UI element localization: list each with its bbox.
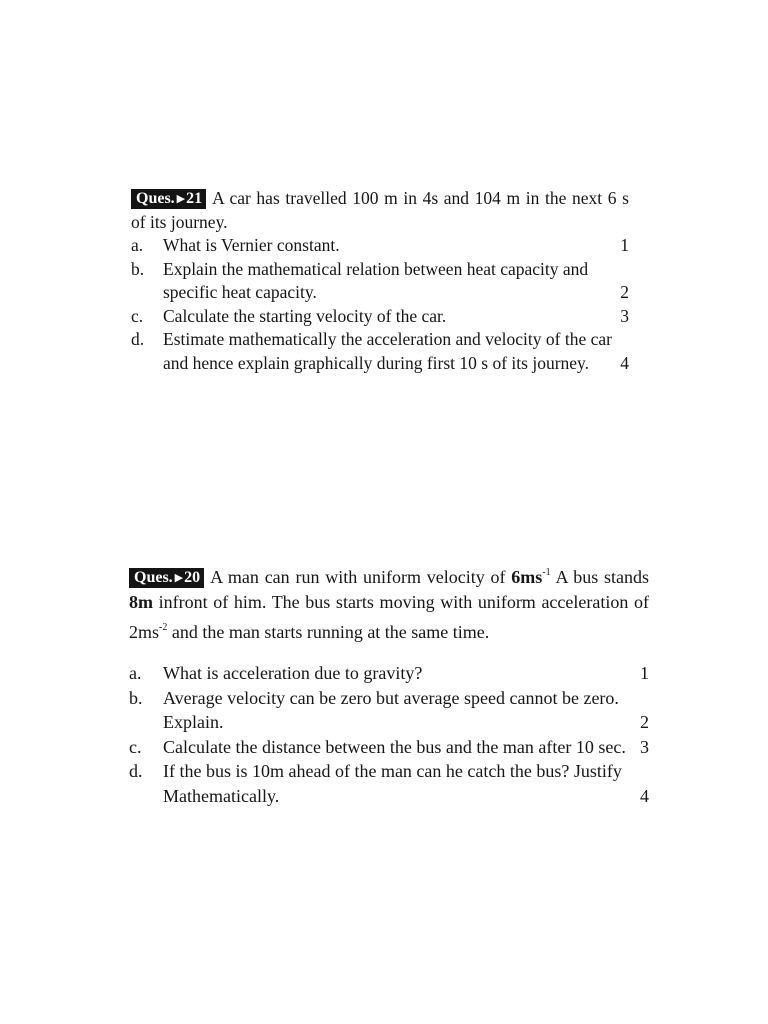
question-21-part-a bbox=[131, 234, 629, 258]
stem-text: A bus stands bbox=[555, 567, 650, 587]
part-marks: 2 bbox=[640, 712, 649, 732]
question-20-part-a bbox=[129, 661, 649, 686]
question-20-part-d bbox=[129, 759, 649, 808]
question-20-stem-paragraph bbox=[129, 560, 649, 645]
part-marks: 4 bbox=[640, 785, 649, 806]
question-20-label: Ques. ▶20 bbox=[129, 568, 204, 588]
play-arrow-icon: ▶ bbox=[174, 572, 184, 584]
question-21 bbox=[131, 186, 629, 375]
part-letter: c. bbox=[131, 305, 144, 326]
part-letter: d. bbox=[131, 329, 145, 349]
part-text: If the bus is 10m ahead of the man can he catch the bus? Justify Mathematically. bbox=[163, 761, 622, 806]
stem-exponent: -2 bbox=[159, 622, 168, 633]
play-arrow-icon: ▶ bbox=[176, 193, 186, 205]
question-21-part-d bbox=[131, 328, 629, 375]
part-marks: 3 bbox=[640, 736, 649, 757]
question-20-part-c bbox=[129, 735, 649, 760]
stem-value: 8m bbox=[129, 592, 153, 612]
part-letter: c. bbox=[129, 736, 142, 757]
question-21-stem-paragraph bbox=[131, 186, 629, 234]
part-text: What is Vernier constant. bbox=[163, 235, 340, 255]
question-20 bbox=[129, 560, 649, 808]
question-20-part-b bbox=[129, 686, 649, 735]
stem-value: 6ms bbox=[511, 567, 543, 587]
part-text: Calculate the starting velocity of the car. bbox=[163, 305, 447, 326]
question-20-parts bbox=[129, 661, 649, 808]
stem-text: A man can run with uniform velocity of bbox=[210, 567, 506, 587]
part-marks: 3 bbox=[620, 305, 629, 326]
stem-text: and the man starts running at the same time. bbox=[171, 622, 490, 642]
question-21-parts bbox=[131, 234, 629, 375]
part-letter: d. bbox=[129, 761, 143, 781]
part-marks: 1 bbox=[640, 663, 649, 683]
part-letter: b. bbox=[131, 258, 145, 279]
question-21-stem: A car has travelled 100 m in 4s and 104 m in the next 6 s of its journey. bbox=[131, 188, 629, 232]
part-text: What is acceleration due to gravity? bbox=[163, 663, 423, 683]
part-letter: a. bbox=[129, 663, 142, 683]
part-text: Explain the mathematical relation between heat capacity and specific heat capacity. bbox=[163, 258, 589, 302]
part-marks: 2 bbox=[620, 282, 629, 302]
question-21-part-c bbox=[131, 305, 629, 329]
part-letter: a. bbox=[131, 235, 144, 255]
part-text: Estimate mathematically the acceleration and velocity of the car and hence explain graphically during first 10 s of its journey. bbox=[163, 329, 612, 373]
question-21-label: Ques. ▶21 bbox=[131, 189, 206, 209]
stem-value: 2ms bbox=[129, 622, 160, 642]
part-marks: 4 bbox=[620, 352, 629, 373]
part-text: Average velocity can be zero but average speed cannot be zero. Explain. bbox=[163, 687, 619, 732]
stem-text: infront of him. The bus starts moving with uniform acceleration of bbox=[158, 592, 649, 612]
part-letter: b. bbox=[129, 687, 143, 708]
question-21-part-b bbox=[131, 258, 629, 305]
part-marks: 1 bbox=[620, 235, 629, 255]
part-text: Calculate the distance between the bus and the man after 10 sec. bbox=[163, 736, 626, 757]
stem-exponent: -1 bbox=[542, 567, 551, 578]
